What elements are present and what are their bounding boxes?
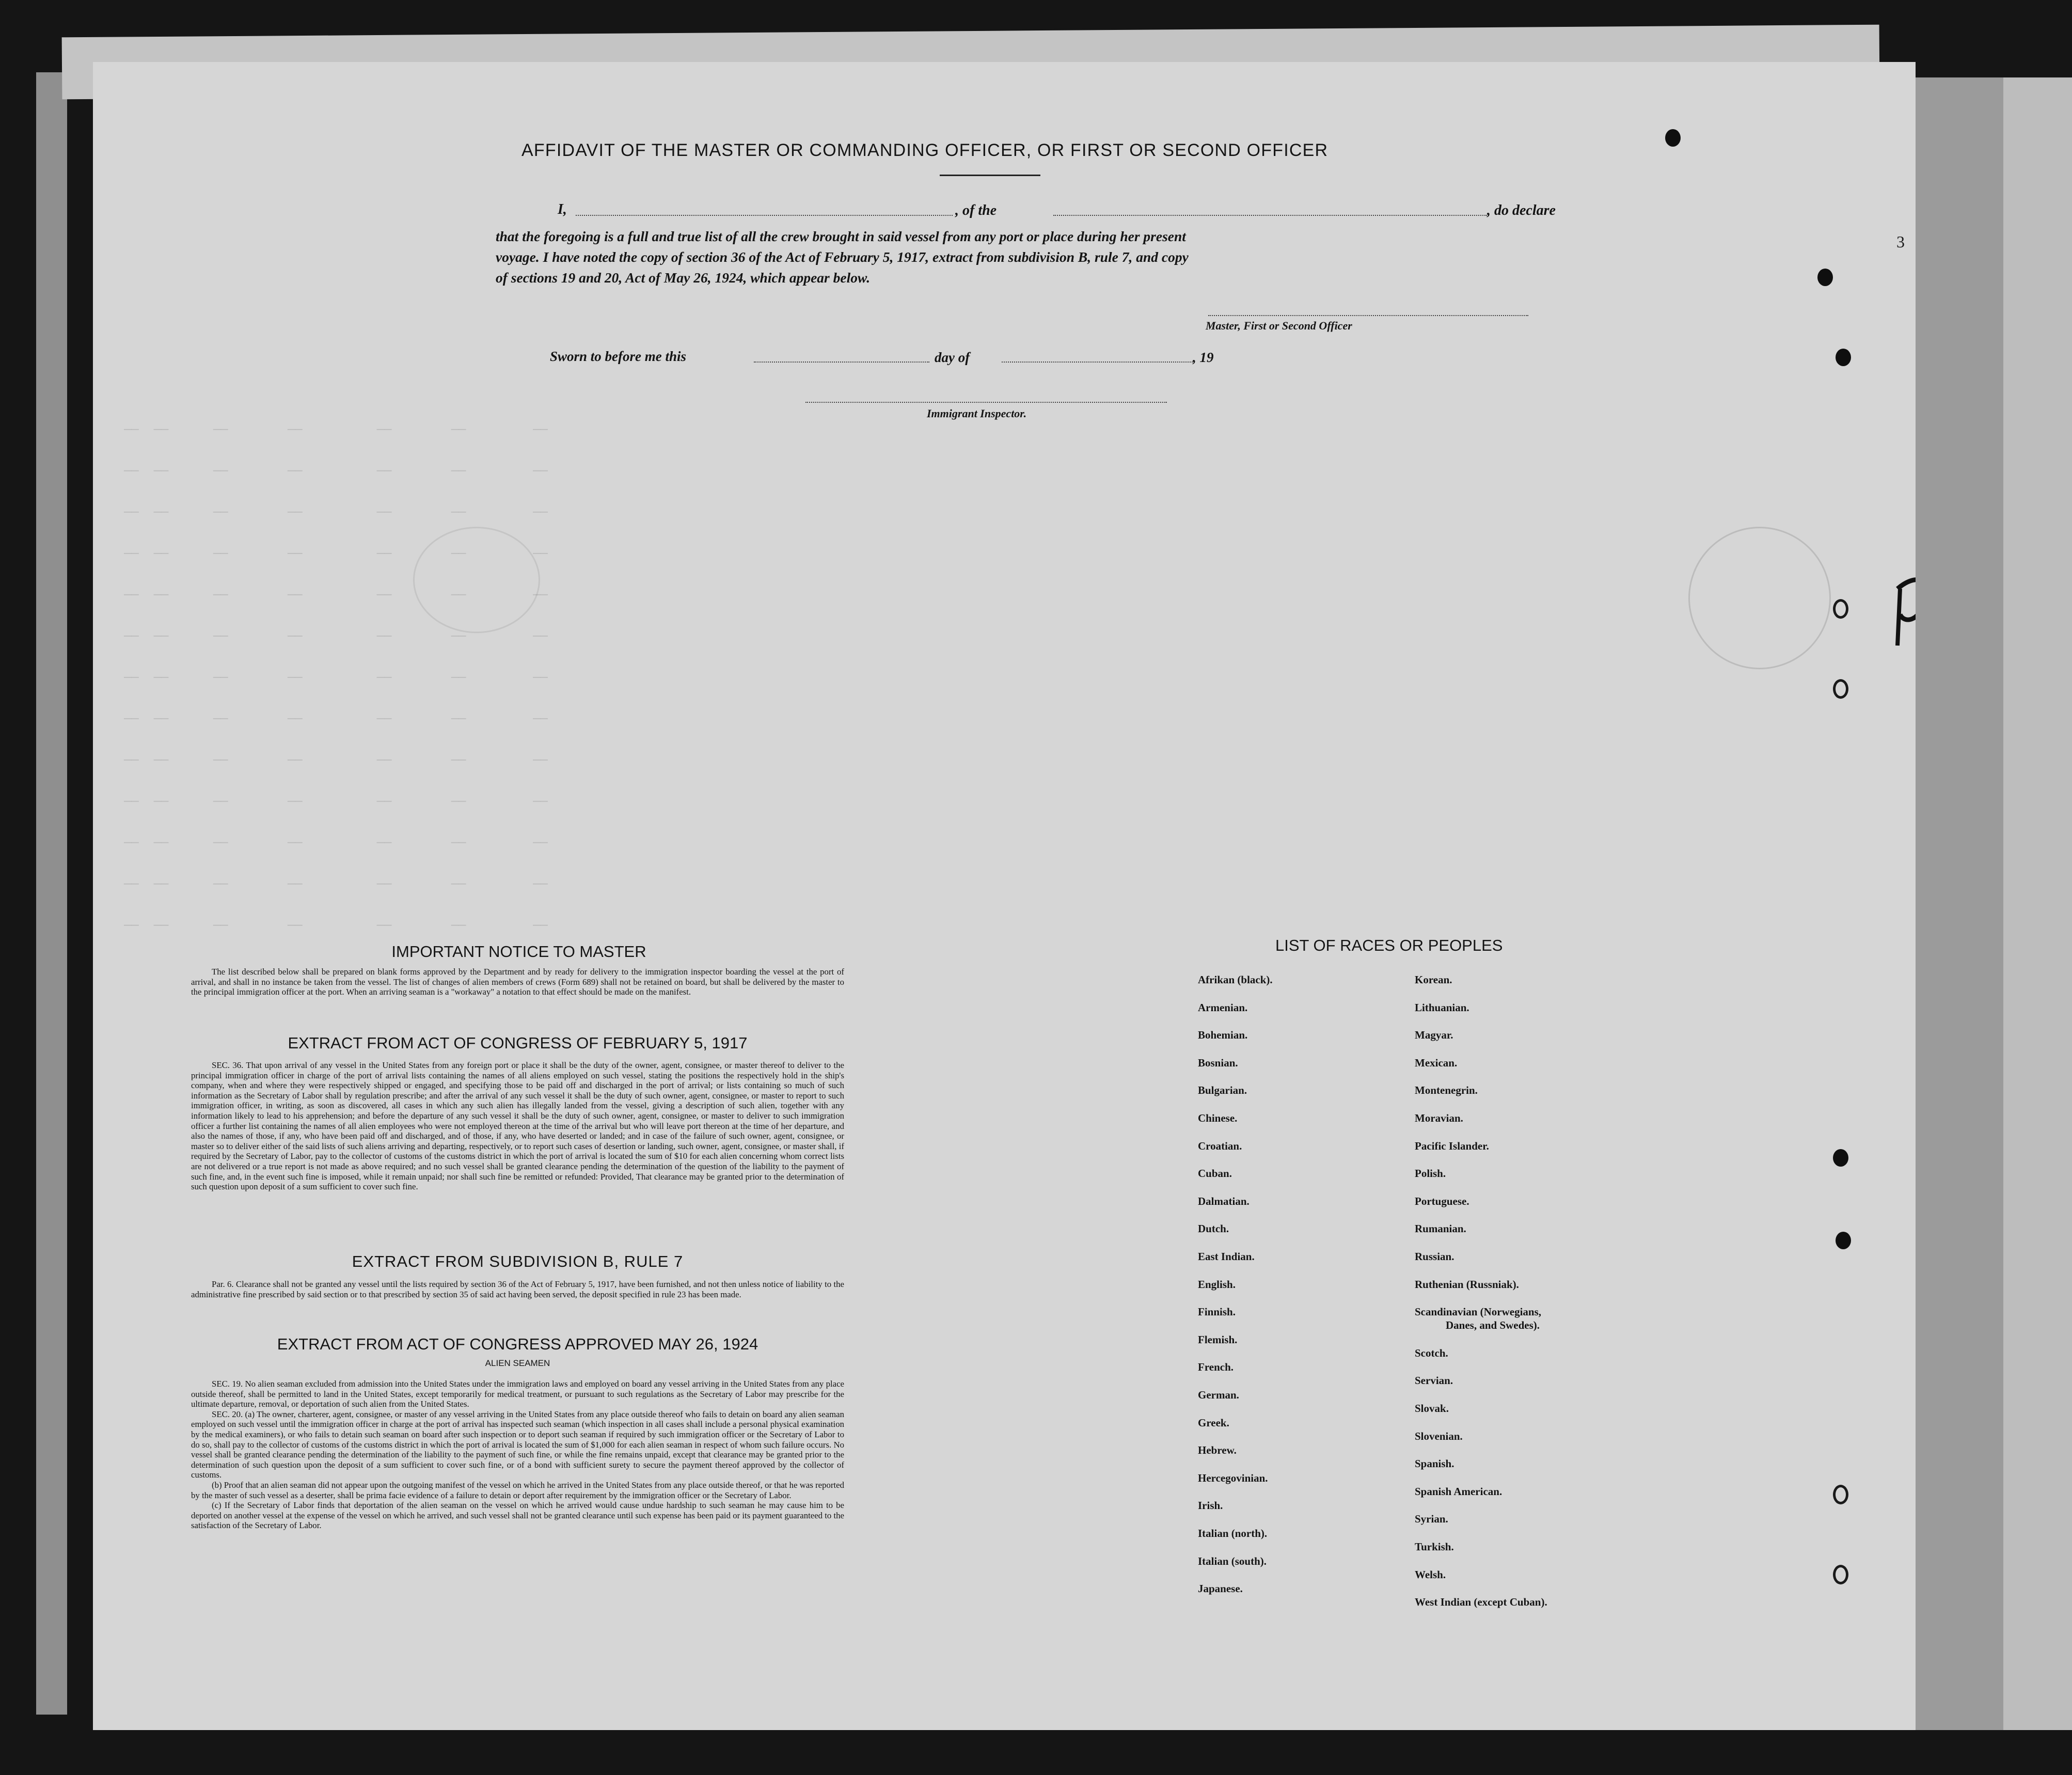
race-item: Greek. (1198, 1416, 1229, 1429)
bleed-through-decoration: ── ── ── ── ── ── ── (124, 837, 548, 851)
section-20b-paragraph: (b) Proof that an alien seaman did not appear upon the outgoing manifest of the vessel on which he arrived in the United States from any place outside thereof, or that he was reported by the master of such vessel as a deserter, shall be prima facie evidence of a failure to detain or deport after requirement by the immigration officer or the Secretary of Labor. (191, 1480, 844, 1500)
bleed-through-decoration: ── ── ── ── ── ── ── (124, 630, 548, 644)
notice-text (191, 967, 844, 997)
section-20a-paragraph: SEC. 20. (a) The owner, charterer, agent, consignee, or master of any vessel arriving in the United States from any place outside thereof who fails to detain on board any alien seaman employed on such vessel until the immigration officer in charge at the port of arrival has inspected such seaman (which inspection in all cases shall include a personal physical examination by the medical examiners), or who fails to detain such seaman on board after such inspection or to deport such seaman if required by such immigration officer or the Secretary of Labor to do so, shall pay to the collector of customs of the customs district in which the port of arrival is located the sum of $1,000 for each alien seaman in respect of whom such failure occurs. No vessel shall be granted clearance pending the determination of the liability to the payment of such fine, or while the fine remains unpaid, except that clearance may be granted prior to the determination of such question upon the deposit of a sum sufficient to cover such fine, or of a bond with sufficient surety to secure the payment thereof approved by the collector of customs. (191, 1409, 844, 1480)
race-item: East Indian. (1198, 1250, 1255, 1263)
affidavit-title-rule (940, 175, 1040, 176)
race-item: German. (1198, 1389, 1239, 1401)
extract-1917-title: EXTRACT FROM ACT OF CONGRESS OF FEBRUARY 5, 1917 (288, 1034, 748, 1052)
race-item: Syrian. (1415, 1513, 1448, 1526)
race-item: Cuban. (1198, 1167, 1232, 1180)
declarant-name-field[interactable] (576, 215, 953, 216)
race-item: Russian. (1415, 1250, 1454, 1263)
race-item: Dalmatian. (1198, 1195, 1249, 1207)
notice-paragraph: The list described below shall be prepared on blank forms approved by the Department and by ready for delivery to the immigration inspector boarding the vessel at the port of arrival, and shall in no instance be taken from the vessel. The list of changes of alien members of crews (Form 689) shall not be retained on board, but shall be delivered by the master to the principal immigration officer at the port. When an arriving seaman is a "workaway" a notation to that effect should be made on the manifest. (191, 967, 844, 997)
section-19-paragraph: SEC. 19. No alien seaman excluded from admission into the United States under the immigration laws and employed on board any vessel arriving in the United States from any place outside thereof, shall be permitted to land in the United States, except temporarily for medical treatment, or pursuant to such regulations as the Secretary of Labor may prescribe for the ultimate departure, removal, or deportation of such alien from the United States. (191, 1379, 844, 1409)
race-item: Bohemian. (1198, 1029, 1248, 1042)
affidavit-line-4: of sections 19 and 20, Act of May 26, 1924, which appear below. (496, 270, 871, 286)
race-item: Lithuanian. (1415, 1001, 1469, 1014)
bleed-through-decoration: ── ── ── ── ── ── ── (124, 754, 548, 768)
races-title: LIST OF RACES OR PEOPLES (1275, 936, 1503, 954)
bleed-through-decoration: ── ── ── ── ── ── ── (124, 795, 548, 809)
race-item: Danes, and Swedes). (1446, 1319, 1540, 1332)
extract-rule7-text (191, 1279, 844, 1299)
back-page-right-edge (1905, 77, 2008, 1730)
punch-hole (1817, 269, 1833, 286)
back-page-left-edge (36, 72, 67, 1715)
sworn-date-field[interactable] (754, 362, 929, 363)
bleed-through-decoration: ── ── ── ── ── ── ── (124, 919, 548, 933)
inspector-caption: Immigrant Inspector. (927, 407, 1027, 420)
section-20c-paragraph: (c) If the Secretary of Labor finds that deportation of the alien seaman on the vessel on which he arrived would cause undue hardship to such seaman he may cause him to be deported on another vessel at the expense of the vessel on which he arrived, and such vessel shall not be granted clearance until such expense has been paid or its payment guaranteed to the satisfaction of the Secretary of Labor. (191, 1500, 844, 1531)
race-item: Afrikan (black). (1198, 973, 1273, 986)
stamp-bleed-through (413, 527, 540, 633)
manifest-back-page (93, 62, 1916, 1730)
race-item: Montenegrin. (1415, 1084, 1478, 1097)
bleed-through-decoration: ── ── ── ── ── ── ── (124, 878, 548, 892)
extract-1924-text (191, 1379, 844, 1531)
race-item: Hercegovinian. (1198, 1471, 1268, 1484)
race-item: Pacific Islander. (1415, 1139, 1489, 1152)
punch-hole (1833, 1149, 1848, 1167)
year-prefix: , 19 (1193, 350, 1214, 365)
back-page-right-strip (2003, 77, 2072, 1730)
affidavit-line-3: voyage. I have noted the copy of section 36 of the Act of February 5, 1917, extract from subdivision B, rule 7, and copy (496, 249, 1189, 265)
bleed-through-decoration: ── ── ── ── ── ── ── (124, 589, 548, 603)
race-item: Servian. (1415, 1374, 1453, 1387)
affidavit-pronoun: I, (558, 201, 567, 217)
punch-hole (1836, 1232, 1851, 1249)
extract-1924-title: EXTRACT FROM ACT OF CONGRESS APPROVED MAY 26, 1924 (277, 1335, 758, 1353)
race-item: Spanish American. (1415, 1485, 1502, 1498)
punch-ring (1833, 1485, 1848, 1504)
notice-title: IMPORTANT NOTICE TO MASTER (391, 943, 646, 961)
race-item: Bosnian. (1198, 1056, 1238, 1069)
race-item: West Indian (except Cuban). (1415, 1596, 1547, 1609)
affidavit-do-declare: , do declare (1487, 202, 1556, 218)
punch-hole (1836, 349, 1851, 366)
margin-page-number: 3 (1896, 232, 1905, 251)
race-item: Armenian. (1198, 1001, 1248, 1014)
extract-rule7-title: EXTRACT FROM SUBDIVISION B, RULE 7 (352, 1252, 684, 1270)
inspector-signature-field[interactable] (805, 402, 1167, 403)
punch-ring (1833, 599, 1848, 619)
rule7-paragraph: Par. 6. Clearance shall not be granted any vessel until the lists required by section 36 of the Act of February 5, 1917, have been furnished, and not then unless notice of liability to the administrative fine prescribed by said section or to that prescribed by section 35 of said act having been served, the deposit specified in rule 23 has been made. (191, 1279, 844, 1299)
race-item: Turkish. (1415, 1541, 1454, 1553)
race-item: Moravian. (1415, 1112, 1463, 1124)
race-item: Flemish. (1198, 1333, 1238, 1346)
race-item: Magyar. (1415, 1029, 1453, 1042)
race-item: Spanish. (1415, 1457, 1454, 1470)
race-item: Ruthenian (Russniak). (1415, 1278, 1519, 1291)
race-item: Rumanian. (1415, 1222, 1466, 1235)
officer-caption: Master, First or Second Officer (1206, 319, 1352, 332)
race-item: Scotch. (1415, 1346, 1448, 1359)
bleed-through-decoration: ── ── ── ── ── ── ── (124, 713, 548, 727)
sworn-text: Sworn to before me this (550, 349, 687, 364)
bleed-through-decoration: ── ── ── ── ── ── ── (124, 671, 548, 685)
stamp-bleed-through (1688, 527, 1831, 669)
punch-ring (1833, 1565, 1848, 1584)
race-item: Scandinavian (Norwegians, (1415, 1306, 1542, 1318)
bleed-through-decoration: ── ── ── ── ── ── ── (124, 465, 548, 479)
sworn-month-field[interactable] (1002, 362, 1193, 363)
race-item: Mexican. (1415, 1056, 1458, 1069)
officer-signature-field[interactable] (1208, 315, 1528, 316)
race-item: Welsh. (1415, 1568, 1446, 1581)
race-item: Japanese. (1198, 1582, 1243, 1595)
extract-1917-text (191, 1060, 844, 1192)
race-item: Italian (south). (1198, 1554, 1267, 1567)
vessel-name-field[interactable] (1053, 215, 1487, 216)
bleed-through-decoration: ── ── ── ── ── ── ── (124, 506, 548, 520)
affidavit-of-the: , of the (955, 202, 997, 218)
extract-1924-subtitle: ALIEN SEAMEN (485, 1358, 550, 1368)
race-item: English. (1198, 1278, 1236, 1291)
affidavit-line-2: that the foregoing is a full and true list of all the crew brought in said vessel from any port or place during her present (496, 228, 1186, 244)
day-of-text: day of (935, 350, 970, 365)
race-item: Slovenian. (1415, 1430, 1463, 1442)
affidavit-title: AFFIDAVIT OF THE MASTER OR COMMANDING OFFICER, OR FIRST OR SECOND OFFICER (521, 140, 1328, 160)
race-item: Croatian. (1198, 1139, 1242, 1152)
race-item: Korean. (1415, 973, 1452, 986)
race-item: Slovak. (1415, 1402, 1449, 1415)
race-item: Finnish. (1198, 1306, 1236, 1318)
race-item: Chinese. (1198, 1112, 1238, 1124)
race-item: Hebrew. (1198, 1444, 1237, 1457)
punch-hole (1665, 129, 1681, 147)
race-item: Polish. (1415, 1167, 1446, 1180)
punch-ring (1833, 679, 1848, 699)
handwritten-mark (1895, 527, 1916, 656)
race-item: Irish. (1198, 1499, 1223, 1512)
race-item: French. (1198, 1361, 1234, 1374)
race-item: Portuguese. (1415, 1195, 1469, 1207)
section-36-paragraph: SEC. 36. That upon arrival of any vessel in the United States from any foreign port or place it shall be the duty of the owner, agent, consignee, or master thereof to deliver to the principal immigration officer in charge of the port of arrival lists containing the names of all aliens employed on such vessel, stating the positions the respectively hold in the ship's company, when and where they were respectively shipped or engaged, and specifying those to be paid off and discharged in the port of arrival; or lists containing so much of such information as the Secretary of Labor shall by regulation prescribe; and after the arrival of any such vessel it shall be the duty of such owner, agent, consignee, or master to report to such immigration officer, in writing, as soon as discovered, all cases in which any such alien has illegally landed from the vessel, giving a description of such alien, together with any information likely to lead to his apprehension; and before the departure of any such vessel it shall be the duty of such owner, agent, consignee, or master to deliver to such immigration officer a further list containing the names of all alien employees who were not employed thereon at the time of the arrival but who will leave port thereon at the time of her departure, and also the names of those, if any, who have been paid off and discharged, and of those, if any, who have deserted or landed; and in case of the failure of such owner, agent, consignee, or master so to deliver either of the said lists of such aliens arriving and departing, respectively, or to report such cases of desertion or landing, such owner, agent, consignee, or master shall, if required by the Secretary of Labor, pay to the collector of customs of the customs district in which the port of arrival is located the sum of $10 for each alien concerning whom correct lists are not delivered or a true report is not made as above required; and no such vessel shall be granted clearance pending the determination of the question of the liability to the payment of such fine, and, in the event such fine is imposed, while it remain unpaid; nor shall such fine be remitted or refunded: Provided, That clearance may be granted prior to the determination of such question upon deposit of a sum sufficient to cover such fine. (191, 1060, 844, 1192)
bleed-through-decoration: ── ── ── ── ── ── ── (124, 423, 548, 437)
race-item: Bulgarian. (1198, 1084, 1247, 1097)
race-item: Dutch. (1198, 1222, 1229, 1235)
race-item: Italian (north). (1198, 1527, 1268, 1540)
bleed-through-decoration: ── ── ── ── ── ── ── (124, 547, 548, 561)
